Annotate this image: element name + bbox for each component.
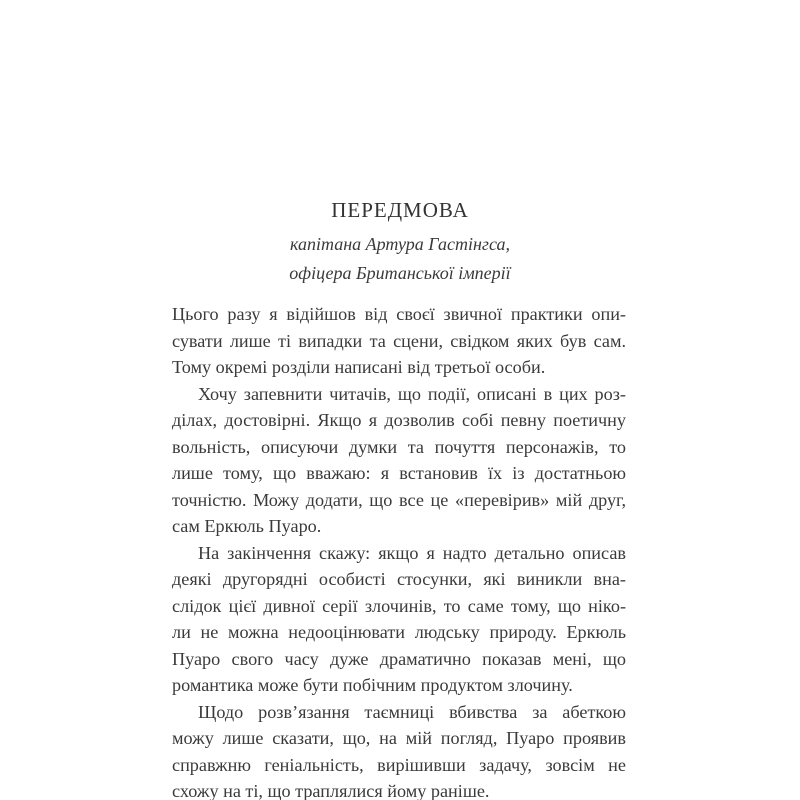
text-line: ли не можна недооцінювати людську природу. Еркюль [172,622,626,642]
text-line: сувати лише ті випадки та сцени, свідком яких був сам. [172,330,626,351]
text-line: ділах, достовірні. Якщо я дозволив собі певну поетичну [172,410,626,430]
body-text [172,301,626,800]
text-line: вольність, описуючи думки та почуття персонажів, то [172,436,626,457]
text-line: лише тому, що вважаю: я встановив їх із достатньою [172,463,626,483]
subtitle-line-1: капітана Артура Гастінгса, [290,234,510,254]
text-line: деякі другорядні особисті стосунки, які виникли вна- [172,569,626,589]
text-line: Хочу запевнити читачів, що події, описані в цих роз- [198,383,626,404]
text-line: схожу на ті, що траплялися йому раніше. [172,781,490,800]
text-line: сам Еркюль Пуаро. [172,516,322,536]
text-line: На закінчення скажу: якщо я надто детально описав [198,542,626,563]
subtitle-line-2: офіцера Британської імперії [289,263,511,283]
paragraph-1 [172,301,626,381]
page-title: ПЕРЕДМОВА [331,198,469,222]
paragraph-3 [172,540,626,699]
text-line: Цього разу я відійшов від своєї звичної практики опи- [172,304,626,324]
text-line: Пуаро свого часу дуже драматично показав мені, що [172,648,626,669]
text-line: слідок цієї дивної серії злочинів, то саме тому, що ніко- [172,595,626,616]
paragraph-2 [172,381,626,540]
paragraph-4 [172,699,626,800]
text-line: точністю. Можу додати, що все це «перевірив» мій друг, [172,489,626,510]
text-line: Тому окремі розділи написані від третьої особи. [172,357,546,377]
text-line: можу лише сказати, що, на мій погляд, Пуаро проявив [172,728,626,748]
text-line: справжню геніальність, вирішивши задачу, зовсім не [172,754,626,775]
text-line: романтика може бути побічним продуктом злочину. [172,675,573,695]
text-line: Щодо розв’язання таємниці вбивства за абеткою [198,701,626,722]
